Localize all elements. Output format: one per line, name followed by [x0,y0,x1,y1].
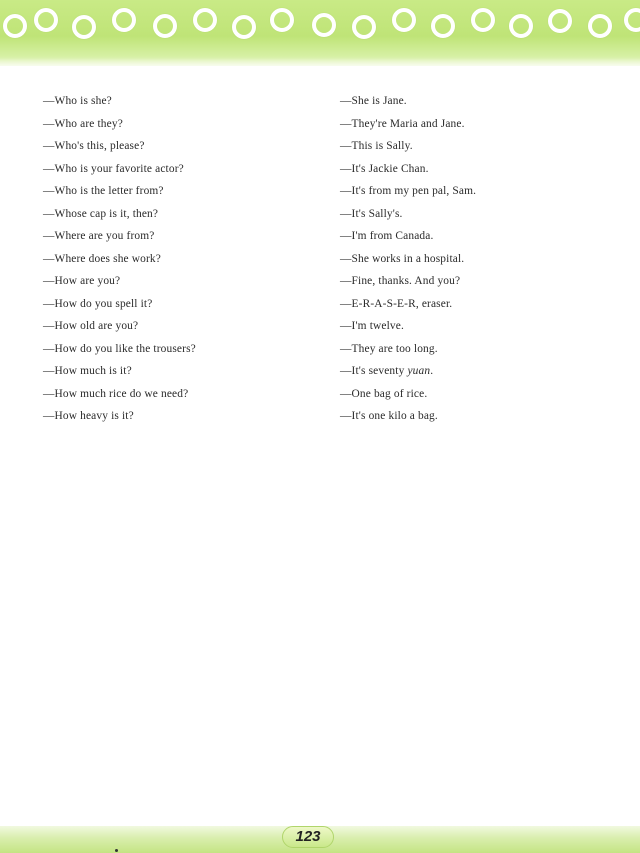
ring-icon [34,8,58,32]
question-line: —How do you spell it? [43,297,153,310]
question-line: —Who are they? [43,117,123,130]
ring-pattern [0,6,640,36]
ring-icon [624,8,640,32]
answer-punctuation: . [430,365,434,377]
answer-line: —They're Maria and Jane. [340,117,465,130]
page-number: 123 [295,828,321,845]
question-line: —Where does she work? [43,252,161,265]
answer-line: —She is Jane. [340,95,407,107]
answer-line: —E-R-A-S-E-R, eraser. [340,297,453,310]
ring-icon [431,14,455,38]
answer-line: —She works in a hospital. [340,252,465,265]
answer-text: —It's seventy [340,365,408,377]
answer-line: —It's from my pen pal, Sam. [340,185,477,197]
banner-fade [0,58,640,72]
question-line: —Who's this, please? [43,140,145,152]
question-line: —How old are you? [43,320,139,332]
question-line: —Who is your favorite actor? [43,162,184,175]
question-line: —Who is she? [43,95,112,107]
question-line: —Where are you from? [43,230,155,242]
ring-icon [352,15,376,39]
answer-line: —One bag of rice. [340,387,428,400]
answer-line: —This is Sally. [340,140,413,152]
ring-icon [548,9,572,33]
answer-line: —It's Sally's. [340,207,403,220]
ring-icon [193,8,217,32]
answer-line: —I'm from Canada. [340,230,434,242]
ring-icon [153,14,177,38]
question-line: —How much rice do we need? [43,387,189,400]
question-column [43,90,196,428]
ring-icon [588,14,612,38]
ring-icon [72,15,96,39]
answer-line: —I'm twelve. [340,320,404,332]
answer-line: —It's Jackie Chan. [340,162,429,175]
ring-icon [3,14,27,38]
ring-icon [471,8,495,32]
question-line: —How are you? [43,275,121,287]
question-line: —How do you like the trousers? [43,342,196,355]
answer-line [340,360,476,383]
ring-icon [112,8,136,32]
top-decorative-banner [0,0,640,66]
ring-icon [232,15,256,39]
answer-line: —They are too long. [340,342,438,355]
ring-icon [312,13,336,37]
ring-icon [392,8,416,32]
ring-icon [270,8,294,32]
answer-italic-word: yuan [407,365,431,377]
answer-line: —It's one kilo a bag. [340,410,438,422]
question-line: —How much is it? [43,365,132,377]
question-line: —Whose cap is it, then? [43,207,159,220]
question-line: —How heavy is it? [43,410,134,422]
ring-icon [509,14,533,38]
print-speck [115,849,118,852]
answer-line: —Fine, thanks. And you? [340,275,461,287]
question-line: —Who is the letter from? [43,185,164,197]
answer-column [340,90,476,428]
